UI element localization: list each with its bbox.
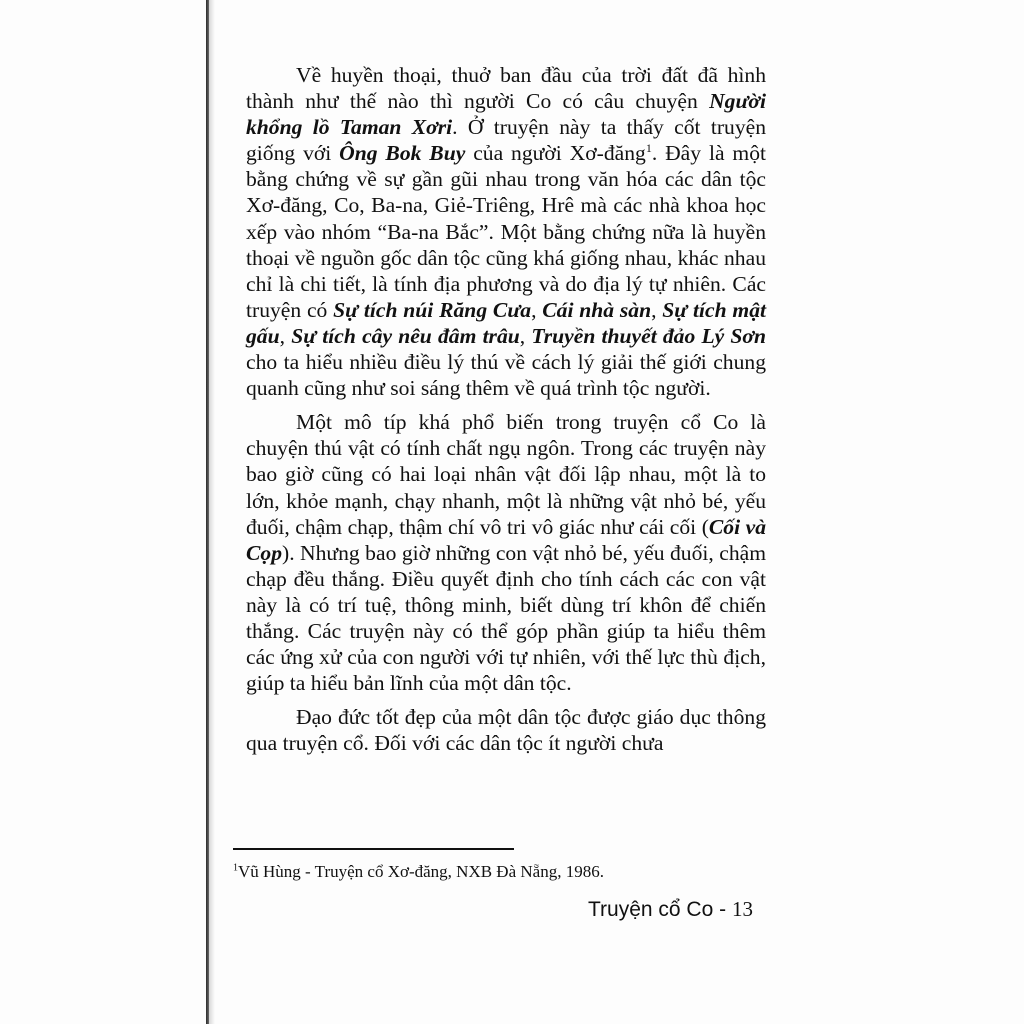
text-segment: . Ở truyện này ta thấy cốt truyện giống với [246, 115, 766, 166]
story-title: Sự tích núi Răng Cưa [333, 297, 532, 322]
story-title: Cái nhà sàn [542, 297, 652, 322]
footer-book-title: Truyện cổ Co [588, 898, 714, 921]
footnote [233, 862, 604, 882]
text-segment: Đạo đức tốt đẹp của một dân tộc được giáo dục thông qua truyện cổ. Đối với các dân tộc ít người chưa [246, 705, 766, 756]
running-footer [588, 897, 753, 922]
text-segment: Một mô típ khá phổ biến trong truyện cổ Co là chuyện thú vật có tính chất ngụ ngôn. Trong các truyện này bao giờ cũng có hai loại nhân vật đối lập nhau, một là to lớn, khỏe mạnh, chạy nhanh, một là những vật nhỏ bé, yếu đuối, chậm chạp, thậm chí vô tri vô giác như cái cối ( [246, 410, 766, 539]
story-title: Truyền thuyết đảo Lý Sơn [531, 323, 766, 348]
text-segment: . Đây là một bằng chứng về sự gần gũi nhau trong văn hóa các dân tộc Xơ-đăng, Co, Ba-na, Giẻ-Triêng, Hrê mà các nhà khoa học xếp vào nhóm “Ba-na Bắc”. Một bằng chứng nữa là huyền thoại về nguồn gốc dân tộc cũng khá giống nhau, khác nhau chỉ là chi tiết, là tính địa phương và do địa lý tự nhiên. Các truyện có [246, 141, 766, 322]
story-title: Sự tích mật gấu [246, 297, 767, 348]
text-segment: , [279, 323, 292, 348]
paragraph-2 [246, 409, 766, 696]
text-segment: , [651, 297, 663, 322]
story-title: Cối và Cọp [246, 514, 766, 565]
story-title: Sự tích cây nêu đâm trâu [291, 323, 520, 348]
paragraph-3 [246, 704, 766, 756]
text-segment: Về huyền thoại, thuở ban đầu của trời đất đã hình thành như thế nào thì người Co có câu chuyện [246, 63, 766, 114]
page-number: 13 [731, 897, 753, 921]
footnote-divider [233, 848, 514, 850]
text-segment: ). Nhưng bao giờ những con vật nhỏ bé, yếu đuối, chậm chạp đều thắng. Điều quyết định cho tính cách các con vật này là có trí tuệ, thông minh, biết dùng trí khôn để chiến thắng. Các truyện này có thể góp phần giúp ta hiểu thêm các ứng xử của con người với tự nhiên, với thế lực thù địch, giúp ta hiểu bản lĩnh của một dân tộc. [246, 540, 766, 696]
text-segment: , [519, 323, 532, 348]
footnote-text: Vũ Hùng - Truyện cổ Xơ-đăng, NXB Đà Nẵng, 1986. [238, 862, 604, 881]
text-segment: cho ta hiểu nhiều điều lý thú về cách lý giải thế giới chung quanh cũng như soi sáng thêm về quá trình tộc người. [246, 350, 766, 401]
footnote-reference: 1 [645, 141, 652, 156]
text-segment: , [531, 297, 543, 322]
text-segment: của người Xơ-đăng [465, 141, 646, 166]
story-title: Ông Bok Buy [339, 141, 466, 166]
body-text [246, 62, 766, 764]
story-title: Người khổng lồ Taman Xơri [246, 89, 766, 140]
footnote-marker: 1 [233, 862, 238, 874]
paragraph-1 [246, 62, 766, 401]
page-binding-shadow [209, 0, 215, 1024]
footer-separator: - [713, 898, 732, 921]
